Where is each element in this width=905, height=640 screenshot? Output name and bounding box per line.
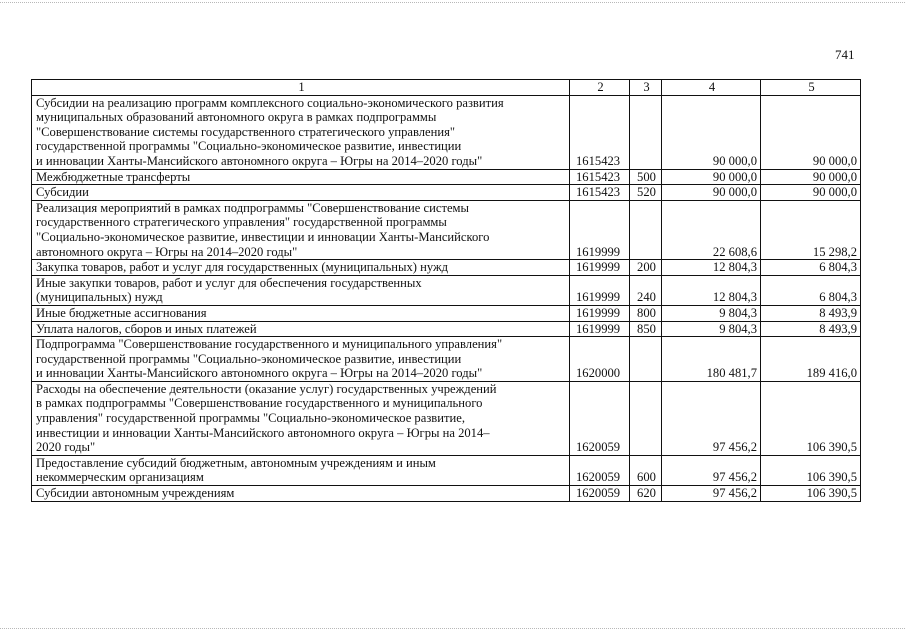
description-line: Расходы на обеспечение деятельности (оказание услуг) государственных учреждений [36,381,497,396]
row-target-code: 1615423 [570,95,630,169]
row-expense-type: 520 [630,185,662,201]
row-target-code: 1615423 [570,169,630,185]
row-amount-col4: 97 456,2 [662,455,761,485]
description-line: некоммерческим организациям [36,470,204,485]
table-row [32,321,861,337]
column-header-5: 5 [761,80,861,96]
row-amount-col4: 12 804,3 [662,260,761,276]
table-row [32,337,861,382]
budget-table-body [32,80,861,502]
description-line: "Совершенствование системы государственного стратегического управления" [36,124,456,139]
row-expense-type: 500 [630,169,662,185]
row-amount-col4: 90 000,0 [662,185,761,201]
budget-table [31,79,861,502]
row-amount-col5: 15 298,2 [761,200,861,259]
row-amount-col4: 9 804,3 [662,321,761,337]
description-line: государственной программы "Социально-экономическое развитие, инвестиции [36,351,462,366]
row-description [32,185,570,201]
description-line: Предоставление субсидий бюджетным, автономным учреждениям и иным [36,455,436,470]
row-target-code: 1620059 [570,381,630,455]
row-description [32,95,570,169]
row-amount-col4: 97 456,2 [662,381,761,455]
row-amount-col4: 90 000,0 [662,95,761,169]
column-header-4: 4 [662,80,761,96]
scan-edge-top [0,2,905,5]
table-row [32,486,861,502]
row-target-code: 1620000 [570,337,630,382]
table-row [32,260,861,276]
description-line: Субсидии [36,185,89,200]
description-line: и инновации Ханты-Мансийского автономного округа – Югры на 2014–2020 годы" [36,153,483,168]
row-expense-type: 600 [630,455,662,485]
column-header-1: 1 [32,80,570,96]
row-description [32,200,570,259]
row-amount-col5: 8 493,9 [761,321,861,337]
row-target-code: 1615423 [570,185,630,201]
description-line: государственной программы "Социально-экономическое развитие, инвестиции [36,139,462,154]
description-line: (муниципальных) нужд [36,290,163,305]
description-line: Реализация мероприятий в рамках подпрограммы "Совершенствование системы [36,200,469,215]
description-line: в рамках подпрограммы "Совершенствование государственного и муниципального [36,396,483,411]
row-amount-col4: 97 456,2 [662,486,761,502]
column-header-3: 3 [630,80,662,96]
row-target-code: 1619999 [570,305,630,321]
row-expense-type: 620 [630,486,662,502]
table-row [32,169,861,185]
row-description [32,337,570,382]
row-amount-col5: 90 000,0 [761,95,861,169]
row-amount-col5: 8 493,9 [761,305,861,321]
description-line: Уплата налогов, сборов и иных платежей [36,321,257,336]
description-line: 2020 годы" [36,440,96,455]
row-target-code: 1620059 [570,486,630,502]
description-line: государственного стратегического управления" государственной программы [36,215,447,230]
row-target-code: 1619999 [570,200,630,259]
table-row [32,305,861,321]
row-amount-col5: 90 000,0 [761,185,861,201]
row-description [32,169,570,185]
table-header-row [32,80,861,96]
row-amount-col4: 180 481,7 [662,337,761,382]
table-row [32,185,861,201]
row-expense-type: 240 [630,275,662,305]
row-expense-type [630,200,662,259]
row-target-code: 1619999 [570,260,630,276]
table-row [32,455,861,485]
row-expense-type [630,381,662,455]
row-description [32,486,570,502]
row-expense-type [630,337,662,382]
row-amount-col4: 9 804,3 [662,305,761,321]
row-target-code: 1620059 [570,455,630,485]
table-row [32,95,861,169]
row-description [32,381,570,455]
description-line: Иные бюджетные ассигнования [36,305,207,320]
row-amount-col5: 6 804,3 [761,275,861,305]
row-amount-col4: 90 000,0 [662,169,761,185]
row-amount-col5: 106 390,5 [761,455,861,485]
row-amount-col5: 106 390,5 [761,486,861,502]
description-line: Межбюджетные трансферты [36,169,191,184]
row-amount-col5: 90 000,0 [761,169,861,185]
table-row [32,381,861,455]
row-amount-col4: 22 608,6 [662,200,761,259]
description-line: "Социально-экономическое развитие, инвестиции и инновации Ханты-Мансийского [36,229,490,244]
row-expense-type: 200 [630,260,662,276]
row-expense-type: 850 [630,321,662,337]
description-line: Субсидии автономным учреждениям [36,486,235,501]
row-description [32,260,570,276]
description-line: инвестиции и инновации Ханты-Мансийского автономного округа – Югры на 2014– [36,425,490,440]
description-line: Иные закупки товаров, работ и услуг для обеспечения государственных [36,275,422,290]
description-line: муниципальных образований автономного округа в рамках подпрограммы [36,110,437,125]
row-amount-col5: 189 416,0 [761,337,861,382]
table-row [32,200,861,259]
row-amount-col5: 106 390,5 [761,381,861,455]
row-description [32,305,570,321]
column-header-2: 2 [570,80,630,96]
description-line: управления" государственной программы "Социально-экономическое развитие, [36,411,465,426]
row-description [32,321,570,337]
description-line: Субсидии на реализацию программ комплексного социально-экономического развития [36,95,504,110]
row-target-code: 1619999 [570,321,630,337]
row-amount-col4: 12 804,3 [662,275,761,305]
description-line: Закупка товаров, работ и услуг для государственных (муниципальных) нужд [36,260,449,275]
row-description [32,455,570,485]
description-line: и инновации Ханты-Мансийского автономного округа – Югры на 2014–2020 годы" [36,366,483,381]
row-expense-type: 800 [630,305,662,321]
table-row [32,275,861,305]
page-number: 741 [835,47,855,62]
row-target-code: 1619999 [570,275,630,305]
row-amount-col5: 6 804,3 [761,260,861,276]
description-line: автономного округа – Югры на 2014–2020 годы" [36,244,298,259]
description-line: Подпрограмма "Совершенствование государственного и муниципального управления" [36,337,503,352]
scan-edge-bottom [0,628,905,631]
row-description [32,275,570,305]
row-expense-type [630,95,662,169]
